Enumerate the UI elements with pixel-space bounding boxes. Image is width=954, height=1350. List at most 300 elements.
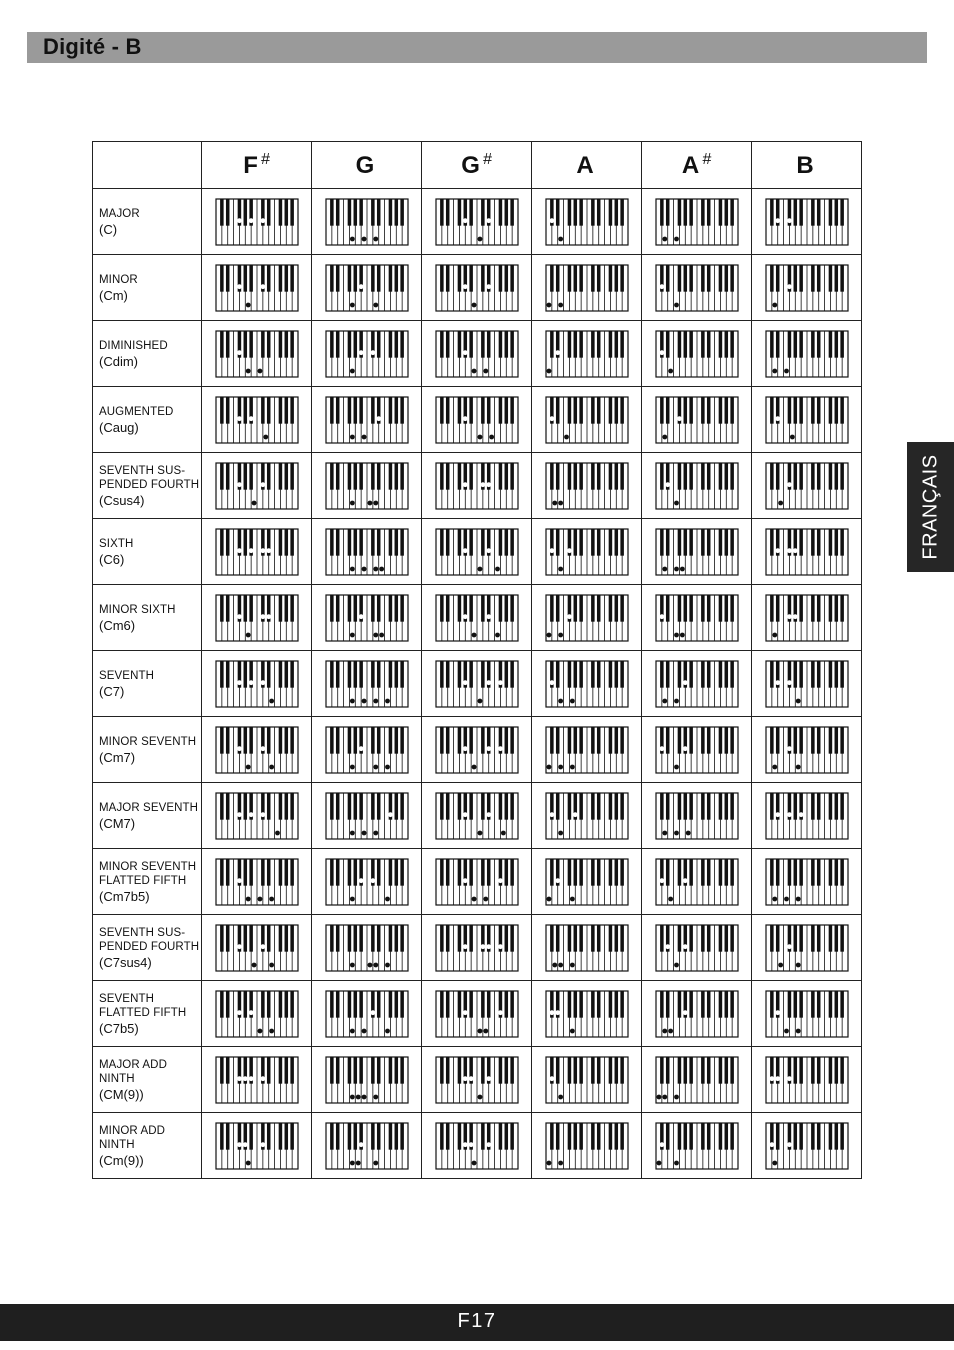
black-key bbox=[330, 1123, 334, 1150]
keyboard-diagram bbox=[215, 594, 299, 642]
chord-symbol: (Caug) bbox=[99, 419, 139, 435]
black-key bbox=[775, 727, 779, 754]
black-key bbox=[445, 1123, 449, 1150]
note-dot bbox=[260, 812, 265, 817]
black-key bbox=[718, 793, 722, 820]
black-key bbox=[689, 397, 693, 424]
note-dot bbox=[546, 1160, 551, 1165]
black-key bbox=[440, 991, 444, 1018]
keyboard-diagram bbox=[545, 924, 629, 972]
black-key bbox=[677, 1123, 681, 1150]
black-key bbox=[266, 199, 270, 226]
keyboard-diagram bbox=[545, 198, 629, 246]
note-dot bbox=[552, 500, 557, 505]
chord-diagram-cell bbox=[312, 453, 422, 519]
black-key bbox=[220, 595, 224, 622]
black-key bbox=[555, 793, 559, 820]
note-dot bbox=[373, 698, 378, 703]
black-key bbox=[335, 529, 339, 556]
note-dot bbox=[674, 1094, 679, 1099]
note-dot bbox=[349, 434, 354, 439]
note-dot bbox=[486, 284, 491, 289]
note-dot bbox=[558, 830, 563, 835]
chord-diagram-cell bbox=[752, 321, 862, 387]
black-key bbox=[840, 463, 844, 490]
note-dot bbox=[674, 962, 679, 967]
chord-diagram-cell bbox=[312, 255, 422, 321]
black-key bbox=[724, 1057, 728, 1084]
black-key bbox=[816, 529, 820, 556]
keyboard-diagram bbox=[765, 1122, 849, 1170]
black-key bbox=[591, 661, 595, 688]
note-dot bbox=[483, 368, 488, 373]
note-dot bbox=[471, 632, 476, 637]
table-row bbox=[93, 915, 862, 981]
black-key bbox=[481, 793, 485, 820]
note-dot bbox=[665, 944, 670, 949]
black-key bbox=[620, 925, 624, 952]
chord-type-cell bbox=[93, 189, 202, 255]
note-dot bbox=[665, 482, 670, 487]
black-key bbox=[811, 991, 815, 1018]
chord-diagram-cell bbox=[642, 981, 752, 1047]
black-key bbox=[388, 529, 392, 556]
note-dot bbox=[462, 1010, 467, 1015]
black-key bbox=[770, 991, 774, 1018]
black-key bbox=[504, 397, 508, 424]
note-dot bbox=[569, 764, 574, 769]
black-key bbox=[793, 859, 797, 886]
black-key bbox=[573, 859, 577, 886]
black-key bbox=[811, 265, 815, 292]
chord-diagram-cell bbox=[312, 1047, 422, 1113]
note-dot bbox=[471, 302, 476, 307]
black-key bbox=[261, 859, 265, 886]
black-key bbox=[620, 1123, 624, 1150]
note-dot bbox=[245, 896, 250, 901]
black-key bbox=[770, 529, 774, 556]
note-dot bbox=[480, 944, 485, 949]
black-key bbox=[388, 859, 392, 886]
keyboard-diagram bbox=[325, 264, 409, 312]
black-key bbox=[359, 463, 363, 490]
keyboard-diagram bbox=[215, 924, 299, 972]
black-key bbox=[793, 727, 797, 754]
keyboard-diagram bbox=[215, 1122, 299, 1170]
note-dot bbox=[569, 962, 574, 967]
black-key bbox=[457, 529, 461, 556]
note-dot bbox=[257, 368, 262, 373]
chord-diagram-cell bbox=[202, 651, 312, 717]
black-key bbox=[689, 925, 693, 952]
chord-diagram-cell bbox=[752, 519, 862, 585]
black-key bbox=[388, 1123, 392, 1150]
black-key bbox=[614, 595, 618, 622]
black-key bbox=[376, 859, 380, 886]
black-key bbox=[481, 1057, 485, 1084]
black-key bbox=[510, 727, 514, 754]
black-key bbox=[718, 529, 722, 556]
note-dot bbox=[376, 416, 381, 421]
black-key bbox=[596, 397, 600, 424]
table-row bbox=[93, 519, 862, 585]
black-key bbox=[706, 991, 710, 1018]
black-key bbox=[775, 859, 779, 886]
chord-diagram-cell bbox=[312, 717, 422, 783]
black-key bbox=[504, 1057, 508, 1084]
note-dot bbox=[237, 548, 242, 553]
note-dot bbox=[772, 764, 777, 769]
chord-diagram-cell bbox=[422, 255, 532, 321]
black-key bbox=[706, 661, 710, 688]
black-key bbox=[770, 859, 774, 886]
black-key bbox=[290, 1123, 294, 1150]
black-key bbox=[834, 991, 838, 1018]
note-dot bbox=[370, 350, 375, 355]
black-key bbox=[353, 661, 357, 688]
chord-diagram-cell bbox=[642, 783, 752, 849]
note-dot bbox=[245, 632, 250, 637]
note-dot bbox=[674, 632, 679, 637]
black-key bbox=[579, 529, 583, 556]
note-dot bbox=[385, 896, 390, 901]
black-key bbox=[330, 793, 334, 820]
chord-diagram-cell bbox=[312, 915, 422, 981]
black-key bbox=[388, 991, 392, 1018]
black-key bbox=[840, 859, 844, 886]
note-dot bbox=[546, 896, 551, 901]
black-key bbox=[347, 991, 351, 1018]
black-key bbox=[290, 991, 294, 1018]
black-key bbox=[677, 595, 681, 622]
chord-type-cell bbox=[93, 915, 202, 981]
note-dot bbox=[682, 944, 687, 949]
note-dot bbox=[355, 1094, 360, 1099]
black-key bbox=[284, 265, 288, 292]
black-key bbox=[394, 529, 398, 556]
note-dot bbox=[349, 1028, 354, 1033]
chord-diagram-cell bbox=[202, 1113, 312, 1179]
black-key bbox=[220, 331, 224, 358]
black-key bbox=[225, 1123, 229, 1150]
black-key bbox=[261, 397, 265, 424]
note-dot bbox=[792, 614, 797, 619]
black-key bbox=[567, 265, 571, 292]
black-key bbox=[689, 859, 693, 886]
note-dot bbox=[462, 482, 467, 487]
black-key bbox=[608, 595, 612, 622]
table-row bbox=[93, 453, 862, 519]
note-dot bbox=[486, 1142, 491, 1147]
black-key bbox=[440, 1057, 444, 1084]
note-dot bbox=[555, 350, 560, 355]
black-key bbox=[567, 331, 571, 358]
black-key bbox=[718, 991, 722, 1018]
black-key bbox=[608, 661, 612, 688]
note-dot bbox=[373, 1094, 378, 1099]
chord-diagram-cell bbox=[642, 915, 752, 981]
black-key bbox=[376, 199, 380, 226]
note-dot bbox=[567, 548, 572, 553]
black-key bbox=[330, 529, 334, 556]
corner-cell bbox=[93, 142, 202, 189]
note-dot bbox=[358, 746, 363, 751]
chord-diagram-cell bbox=[422, 783, 532, 849]
note-dot bbox=[674, 830, 679, 835]
black-key bbox=[445, 859, 449, 886]
black-key bbox=[816, 727, 820, 754]
black-key bbox=[555, 1057, 559, 1084]
black-key bbox=[706, 529, 710, 556]
keyboard-diagram bbox=[655, 396, 739, 444]
note-dot bbox=[373, 632, 378, 637]
black-key bbox=[504, 925, 508, 952]
note-dot bbox=[471, 764, 476, 769]
black-key bbox=[828, 1057, 832, 1084]
table-row bbox=[93, 189, 862, 255]
note-dot bbox=[662, 1028, 667, 1033]
note-dot bbox=[483, 896, 488, 901]
black-key bbox=[689, 793, 693, 820]
black-key bbox=[770, 199, 774, 226]
black-key bbox=[573, 1057, 577, 1084]
black-key bbox=[394, 1057, 398, 1084]
black-key bbox=[724, 595, 728, 622]
black-key bbox=[440, 793, 444, 820]
black-key bbox=[596, 529, 600, 556]
note-dot bbox=[682, 680, 687, 685]
keyboard-diagram bbox=[765, 792, 849, 840]
note-dot bbox=[373, 830, 378, 835]
black-key bbox=[665, 1123, 669, 1150]
black-key bbox=[394, 397, 398, 424]
note-dot bbox=[355, 1160, 360, 1165]
black-key bbox=[457, 661, 461, 688]
black-key bbox=[400, 727, 404, 754]
black-key bbox=[266, 265, 270, 292]
keyboard-diagram bbox=[325, 858, 409, 906]
note-dot bbox=[237, 482, 242, 487]
black-key bbox=[799, 1123, 803, 1150]
note-dot bbox=[361, 830, 366, 835]
black-key bbox=[579, 1057, 583, 1084]
black-key bbox=[840, 199, 844, 226]
black-key bbox=[353, 199, 357, 226]
black-key bbox=[660, 199, 664, 226]
black-key bbox=[335, 991, 339, 1018]
black-key bbox=[243, 727, 247, 754]
black-key bbox=[724, 925, 728, 952]
keyboard-diagram bbox=[435, 528, 519, 576]
keyboard-diagram bbox=[215, 462, 299, 510]
black-key bbox=[347, 1057, 351, 1084]
keyboard-diagram bbox=[435, 462, 519, 510]
black-key bbox=[278, 463, 282, 490]
black-key bbox=[330, 925, 334, 952]
black-key bbox=[388, 199, 392, 226]
black-key bbox=[567, 991, 571, 1018]
black-key bbox=[591, 793, 595, 820]
black-key bbox=[225, 331, 229, 358]
black-key bbox=[555, 661, 559, 688]
note-dot bbox=[778, 500, 783, 505]
black-key bbox=[335, 397, 339, 424]
note-dot bbox=[549, 218, 554, 223]
black-key bbox=[278, 199, 282, 226]
black-key bbox=[394, 793, 398, 820]
black-key bbox=[799, 265, 803, 292]
black-key bbox=[816, 595, 820, 622]
keyboard-diagram bbox=[435, 660, 519, 708]
note-dot bbox=[349, 632, 354, 637]
keyboard-diagram bbox=[545, 396, 629, 444]
keyboard-diagram bbox=[325, 462, 409, 510]
black-key bbox=[550, 1123, 554, 1150]
note-dot bbox=[677, 416, 682, 421]
black-key bbox=[620, 793, 624, 820]
black-key bbox=[225, 397, 229, 424]
black-key bbox=[284, 529, 288, 556]
keyboard-diagram bbox=[435, 924, 519, 972]
chord-diagram-cell bbox=[752, 981, 862, 1047]
black-key bbox=[834, 331, 838, 358]
black-key bbox=[440, 925, 444, 952]
note-dot bbox=[462, 680, 467, 685]
note-dot bbox=[787, 548, 792, 553]
black-key bbox=[660, 661, 664, 688]
black-key bbox=[596, 463, 600, 490]
note-dot bbox=[662, 1094, 667, 1099]
black-key bbox=[353, 727, 357, 754]
black-key bbox=[220, 661, 224, 688]
chord-type-cell bbox=[93, 519, 202, 585]
black-key bbox=[278, 397, 282, 424]
note-dot bbox=[260, 548, 265, 553]
black-key bbox=[376, 595, 380, 622]
note-dot bbox=[558, 302, 563, 307]
black-key bbox=[701, 1123, 705, 1150]
note-dot bbox=[787, 746, 792, 751]
note-dot bbox=[349, 566, 354, 571]
root-header: F # bbox=[202, 142, 312, 189]
black-key bbox=[445, 793, 449, 820]
black-key bbox=[770, 397, 774, 424]
black-key bbox=[394, 463, 398, 490]
chord-diagram-cell bbox=[752, 1047, 862, 1113]
black-key bbox=[469, 199, 473, 226]
black-key bbox=[811, 595, 815, 622]
note-dot bbox=[772, 302, 777, 307]
keyboard-diagram bbox=[655, 1056, 739, 1104]
chord-type-cell bbox=[93, 783, 202, 849]
note-dot bbox=[772, 632, 777, 637]
keyboard-diagram bbox=[765, 990, 849, 1038]
black-key bbox=[498, 1123, 502, 1150]
black-key bbox=[504, 265, 508, 292]
black-key bbox=[701, 925, 705, 952]
black-key bbox=[665, 265, 669, 292]
black-key bbox=[620, 397, 624, 424]
black-key bbox=[400, 265, 404, 292]
chord-type-name: MINOR SEVENTH FLATTED FIFTH bbox=[99, 860, 197, 887]
note-dot bbox=[373, 236, 378, 241]
chord-diagram-cell bbox=[532, 585, 642, 651]
black-key bbox=[608, 199, 612, 226]
note-dot bbox=[462, 350, 467, 355]
black-key bbox=[579, 595, 583, 622]
keyboard-diagram bbox=[765, 858, 849, 906]
black-key bbox=[376, 925, 380, 952]
black-key bbox=[828, 595, 832, 622]
black-key bbox=[608, 859, 612, 886]
chord-diagram-cell bbox=[202, 321, 312, 387]
black-key bbox=[266, 331, 270, 358]
note-dot bbox=[358, 1142, 363, 1147]
black-key bbox=[620, 265, 624, 292]
note-dot bbox=[373, 962, 378, 967]
black-key bbox=[596, 331, 600, 358]
black-key bbox=[510, 1123, 514, 1150]
black-key bbox=[701, 859, 705, 886]
keyboard-diagram bbox=[215, 858, 299, 906]
black-key bbox=[555, 199, 559, 226]
black-key bbox=[290, 859, 294, 886]
black-key bbox=[567, 1123, 571, 1150]
black-key bbox=[510, 595, 514, 622]
chord-type-name: SEVENTH FLATTED FIFTH bbox=[99, 992, 187, 1019]
black-key bbox=[828, 727, 832, 754]
black-key bbox=[730, 331, 734, 358]
chord-diagram-cell bbox=[202, 915, 312, 981]
black-key bbox=[793, 331, 797, 358]
black-key bbox=[816, 925, 820, 952]
keyboard-diagram bbox=[325, 330, 409, 378]
note-dot bbox=[266, 614, 271, 619]
black-key bbox=[394, 199, 398, 226]
note-dot bbox=[361, 434, 366, 439]
note-dot bbox=[248, 416, 253, 421]
note-dot bbox=[349, 236, 354, 241]
black-key bbox=[330, 859, 334, 886]
black-key bbox=[793, 925, 797, 952]
black-key bbox=[440, 199, 444, 226]
black-key bbox=[243, 331, 247, 358]
keyboard-diagram bbox=[325, 1056, 409, 1104]
black-key bbox=[730, 595, 734, 622]
black-key bbox=[266, 793, 270, 820]
black-key bbox=[243, 661, 247, 688]
chord-diagram-cell bbox=[422, 717, 532, 783]
black-key bbox=[359, 529, 363, 556]
note-dot bbox=[787, 944, 792, 949]
black-key bbox=[608, 331, 612, 358]
keyboard-diagram bbox=[435, 792, 519, 840]
black-key bbox=[550, 595, 554, 622]
keyboard-diagram bbox=[655, 726, 739, 774]
chord-diagram-cell bbox=[312, 651, 422, 717]
chord-diagram-cell bbox=[752, 849, 862, 915]
chord-diagram-cell bbox=[312, 387, 422, 453]
black-key bbox=[481, 331, 485, 358]
black-key bbox=[550, 859, 554, 886]
table-row bbox=[93, 783, 862, 849]
chord-diagram-cell bbox=[752, 915, 862, 981]
keyboard-diagram bbox=[655, 198, 739, 246]
black-key bbox=[596, 859, 600, 886]
note-dot bbox=[558, 500, 563, 505]
note-dot bbox=[361, 236, 366, 241]
black-key bbox=[359, 925, 363, 952]
